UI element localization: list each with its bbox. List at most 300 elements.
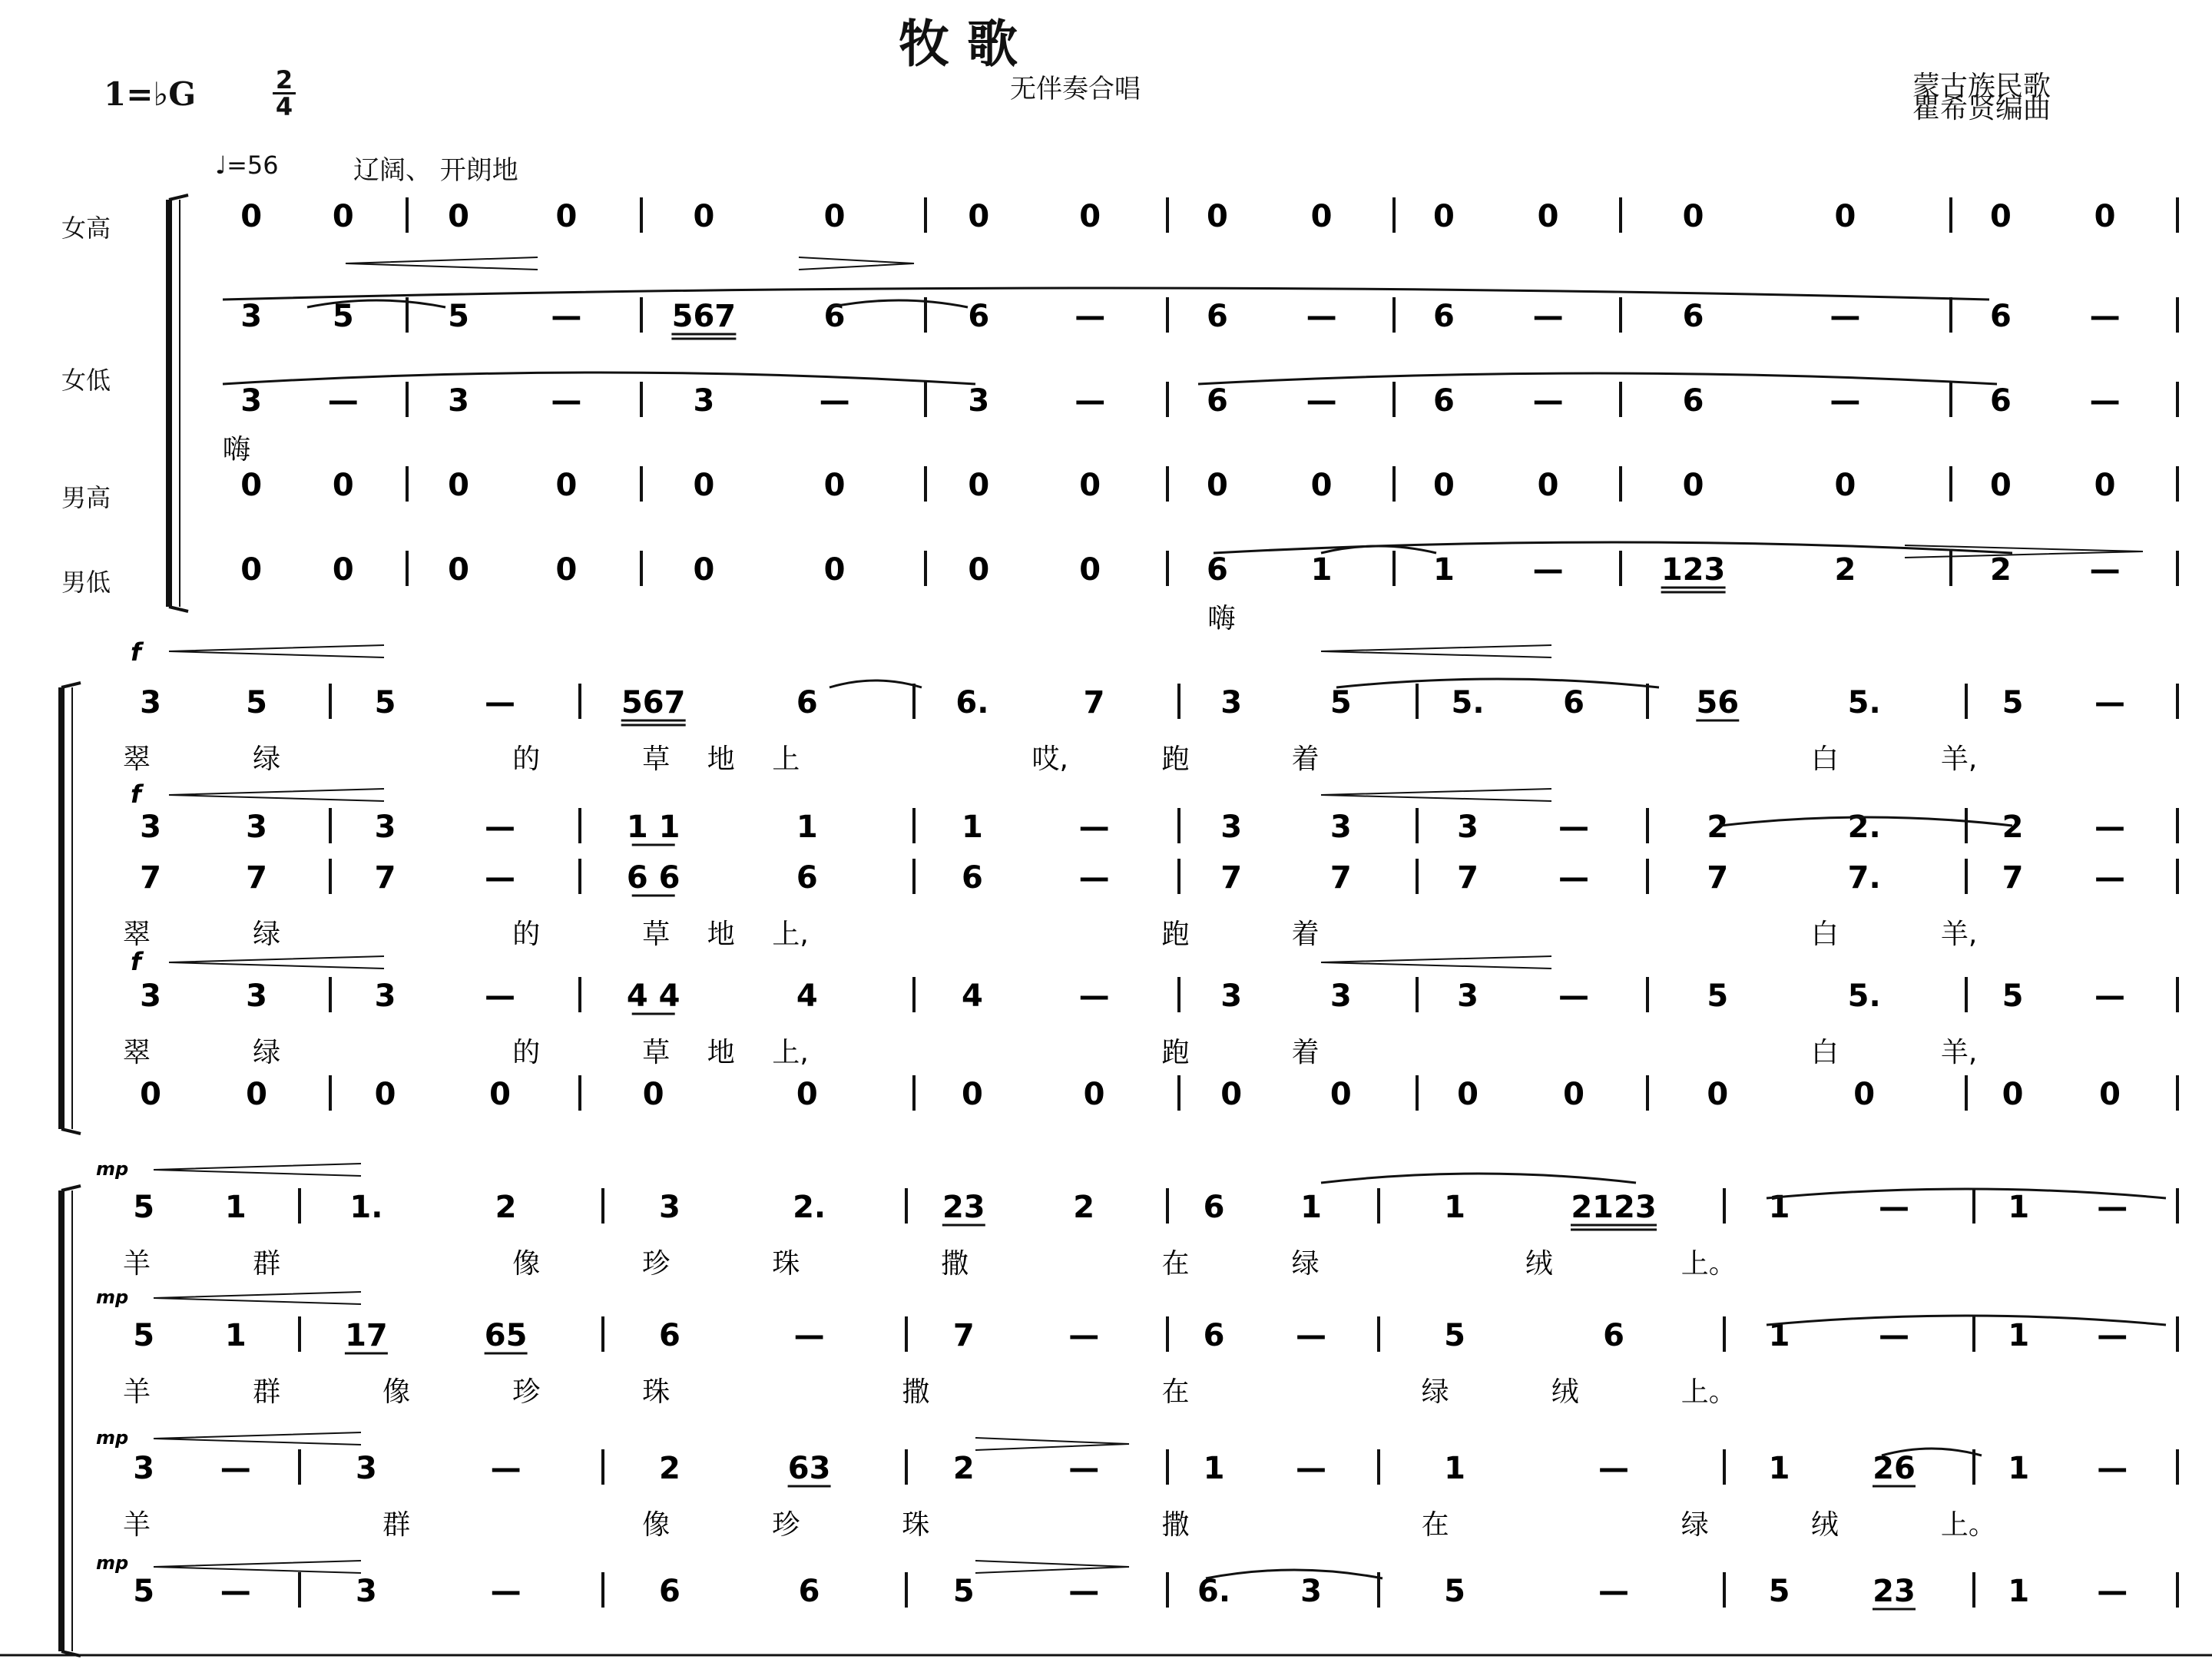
note: 1: [1444, 1451, 1465, 1486]
note: —: [220, 1574, 251, 1609]
lyric-syllable: 上,: [772, 1037, 809, 1068]
note: 4: [796, 979, 818, 1014]
note: 0: [555, 468, 578, 503]
note: 4 4: [626, 979, 680, 1014]
note: 23: [942, 1190, 985, 1225]
note: 7.: [1847, 860, 1881, 896]
lyric-syllable: 哎,: [1031, 743, 1068, 775]
crescendo: [154, 1432, 361, 1445]
note: 6 6: [626, 860, 680, 896]
note: 2: [1073, 1190, 1095, 1225]
note: —: [1296, 1451, 1326, 1486]
note: 567: [671, 299, 737, 334]
note: 0: [642, 1077, 664, 1112]
lyric-syllable: 嗨: [1207, 603, 1236, 634]
key-signature: 1=♭G: [104, 75, 197, 113]
note: 2: [2002, 810, 2024, 845]
lyric-syllable: 绿: [253, 1037, 281, 1068]
note: —: [1306, 299, 1337, 334]
note: —: [2089, 383, 2121, 419]
note: —: [490, 1451, 522, 1486]
note: —: [1078, 810, 1110, 845]
lyric-syllable: 绿: [253, 743, 281, 775]
lyric-syllable: 群: [253, 1248, 281, 1280]
note: 3: [140, 810, 161, 845]
note: 1: [961, 810, 983, 845]
note: —: [1068, 1451, 1100, 1486]
note: 5: [133, 1318, 155, 1353]
note: 56: [1696, 685, 1740, 720]
note: 6: [1432, 299, 1455, 334]
voice-label-soprano: 女高: [61, 214, 111, 243]
tie: [1336, 679, 1659, 687]
note: 5: [1444, 1574, 1465, 1609]
note: 6: [1682, 383, 1704, 419]
lyric-syllable: 羊,: [1940, 1037, 1978, 1068]
bracket-bottom-hook: [61, 1129, 81, 1134]
note: —: [819, 383, 850, 419]
note: 0: [1563, 1077, 1584, 1112]
note: —: [1068, 1318, 1100, 1353]
crescendo: [1321, 956, 1551, 969]
note: —: [1068, 1574, 1100, 1609]
note: 0: [1682, 468, 1704, 503]
note: —: [1558, 979, 1589, 1014]
note: —: [2089, 299, 2121, 334]
dynamic-mark: f: [131, 947, 141, 976]
tie: [830, 300, 968, 307]
lyric-syllable: 上。: [1681, 1248, 1737, 1280]
dynamic-mark: f: [131, 637, 141, 667]
tie: [1321, 1174, 1636, 1183]
note: 0: [1330, 1077, 1352, 1112]
note: —: [490, 1574, 522, 1609]
voice-label-bass: 男低: [61, 568, 111, 597]
tempo-mark: ♩=56: [215, 151, 279, 180]
note: 0: [448, 552, 470, 588]
note: 7: [1707, 860, 1729, 896]
note: 0: [1220, 1077, 1243, 1112]
note: 1: [796, 810, 818, 845]
note: 2: [1989, 552, 2012, 588]
note: 5: [374, 685, 396, 720]
note: —: [2097, 1574, 2128, 1609]
note: —: [1296, 1318, 1326, 1353]
crescendo: [154, 1292, 361, 1304]
note: —: [2094, 810, 2125, 845]
note: 0: [140, 1077, 161, 1112]
note: 5: [133, 1190, 155, 1225]
lyric-syllable: 跑: [1161, 1037, 1190, 1068]
lyric-syllable: 上。: [1681, 1376, 1737, 1408]
lyric-syllable: 像: [642, 1509, 671, 1541]
note: 5: [1707, 979, 1729, 1014]
note: —: [2094, 860, 2125, 896]
note: 0: [246, 1077, 267, 1112]
note: 0: [448, 199, 470, 234]
lyric-syllable: 羊,: [1940, 743, 1978, 775]
note: 0: [240, 468, 263, 503]
lyric-syllable: 珍: [512, 1376, 541, 1408]
note: 0: [2094, 468, 2116, 503]
note: 1: [1300, 1190, 1322, 1225]
note: 3: [355, 1574, 377, 1609]
note: 0: [2094, 199, 2116, 234]
note: 0: [961, 1077, 983, 1112]
tempo-text: 辽阔、 开朗地: [353, 155, 518, 186]
note: —: [1598, 1451, 1629, 1486]
note: 26: [1873, 1451, 1916, 1486]
note: —: [1306, 383, 1337, 419]
note: 0: [1834, 199, 1856, 234]
crescendo: [169, 645, 384, 657]
note: 3: [374, 979, 396, 1014]
note: —: [1532, 383, 1564, 419]
note: 0: [332, 468, 354, 503]
note: 5: [952, 1574, 975, 1609]
note: 0: [693, 199, 715, 234]
lyric-syllable: 着: [1291, 743, 1320, 775]
note: —: [220, 1451, 251, 1486]
note: 0: [1079, 552, 1101, 588]
lyric-syllable: 绿: [1291, 1248, 1320, 1280]
note: 5.: [1847, 685, 1881, 720]
note: —: [485, 685, 515, 720]
note: 1 1: [626, 810, 680, 845]
note: —: [1075, 383, 1106, 419]
note: 0: [240, 552, 263, 588]
note: 0: [1682, 199, 1704, 234]
note: 7: [246, 860, 267, 896]
note: 0: [968, 552, 990, 588]
dynamic-mark: mp: [96, 1552, 129, 1574]
note: 567: [621, 685, 686, 720]
note: 0: [1834, 468, 1856, 503]
source-line-2: 瞿希贤编曲: [1912, 93, 2051, 124]
lyric-syllable: 绿: [253, 919, 281, 950]
note: 1: [1444, 1190, 1465, 1225]
note: —: [2097, 1451, 2128, 1486]
lyric-syllable: 上。: [1940, 1509, 1996, 1541]
note: 0: [823, 468, 846, 503]
lyric-syllable: 绿: [1421, 1376, 1449, 1408]
crescendo: [346, 257, 538, 270]
note: 3: [1220, 685, 1243, 720]
lyric-syllable: 羊,: [1940, 919, 1978, 950]
note: 3: [246, 979, 267, 1014]
lyric-syllable: 珠: [772, 1248, 800, 1280]
note: 0: [968, 468, 990, 503]
note: 4: [961, 979, 983, 1014]
note: 2.: [793, 1190, 826, 1225]
note: —: [1598, 1574, 1629, 1609]
crescendo: [169, 789, 384, 801]
lyric-syllable: 在: [1161, 1376, 1190, 1408]
note: 6: [1206, 383, 1228, 419]
note: 5: [2002, 979, 2024, 1014]
note: 0: [1707, 1077, 1729, 1112]
note: 2: [1834, 552, 1856, 588]
lyric-syllable: 羊: [123, 1376, 151, 1408]
decrescendo: [975, 1561, 1129, 1573]
note: 1.: [349, 1190, 383, 1225]
note: 3: [240, 299, 263, 334]
note: 1: [2008, 1318, 2030, 1353]
note: 3: [133, 1451, 155, 1486]
note: 6: [823, 299, 846, 334]
decrescendo: [975, 1438, 1129, 1450]
lyric-syllable: 嗨: [223, 434, 251, 465]
note: 7: [140, 860, 161, 896]
lyric-syllable: 撒: [1161, 1509, 1190, 1541]
note: 3: [374, 810, 396, 845]
note: 0: [555, 552, 578, 588]
lyric-syllable: 跑: [1161, 919, 1190, 950]
note: 6: [1206, 299, 1228, 334]
note: 3: [968, 383, 990, 419]
lyric-syllable: 像: [512, 1248, 541, 1280]
note: —: [2097, 1318, 2128, 1353]
note: 5.: [1451, 685, 1485, 720]
note: 2123: [1571, 1190, 1657, 1225]
note: 7: [952, 1318, 975, 1353]
lyric-syllable: 撒: [902, 1376, 930, 1408]
note: 1: [1768, 1318, 1790, 1353]
note: 2: [495, 1190, 517, 1225]
source-line-1: 蒙古族民歌: [1912, 71, 2051, 102]
lyric-syllable: 地: [707, 919, 735, 950]
note: —: [1532, 552, 1564, 588]
note: 0: [796, 1077, 818, 1112]
lyric-syllable: 的: [512, 919, 541, 950]
lyric-syllable: 的: [512, 1037, 541, 1068]
note: 2: [1707, 810, 1729, 845]
lyric-syllable: 羊: [123, 1509, 151, 1541]
note: 0: [240, 199, 263, 234]
note: 0: [1432, 199, 1455, 234]
note: 0: [555, 199, 578, 234]
crescendo: [154, 1164, 361, 1176]
note: 0: [693, 468, 715, 503]
lyric-syllable: 着: [1291, 1037, 1320, 1068]
note: 6: [1989, 383, 2012, 419]
note: —: [327, 383, 359, 419]
note: 0: [1853, 1077, 1876, 1112]
lyric-syllable: 羊: [123, 1248, 151, 1280]
lyric-syllable: 白: [1810, 743, 1839, 775]
note: 0: [693, 552, 715, 588]
lyric-syllable: 白: [1810, 919, 1839, 950]
crescendo: [1321, 645, 1551, 657]
lyric-syllable: 草: [642, 919, 671, 950]
lyric-syllable: 绿: [1681, 1509, 1709, 1541]
note: 6.: [1197, 1574, 1231, 1609]
tie: [307, 300, 445, 307]
note: 0: [1079, 199, 1101, 234]
note: 3: [448, 383, 470, 419]
dynamic-mark: mp: [96, 1427, 129, 1449]
note: 1: [1768, 1190, 1790, 1225]
note: 5.: [1847, 979, 1881, 1014]
note: —: [1532, 299, 1564, 334]
note: 3: [355, 1451, 377, 1486]
note: 0: [1206, 468, 1228, 503]
decrescendo: [799, 257, 914, 270]
note: 0: [448, 468, 470, 503]
note: —: [1078, 979, 1110, 1014]
note: 0: [1310, 199, 1333, 234]
note: 0: [968, 199, 990, 234]
note: 6: [1203, 1318, 1225, 1353]
note: 6: [798, 1574, 820, 1609]
lyric-syllable: 绒: [1810, 1509, 1839, 1541]
lyric-syllable: 草: [642, 743, 671, 775]
time-bottom: 4: [275, 92, 293, 121]
lyric-syllable: 群: [382, 1509, 411, 1541]
bracket-top-hook: [169, 195, 188, 200]
note: 3: [1300, 1574, 1322, 1609]
note: 63: [787, 1451, 831, 1486]
note: 3: [140, 979, 161, 1014]
note: —: [485, 810, 515, 845]
phrase-slur: [223, 373, 975, 384]
note: 3: [1457, 979, 1479, 1014]
note: 6: [1682, 299, 1704, 334]
lyric-syllable: 跑: [1161, 743, 1190, 775]
note: 17: [345, 1318, 388, 1353]
note: 0: [1206, 199, 1228, 234]
note: 5: [133, 1574, 155, 1609]
lyric-syllable: 地: [707, 1037, 735, 1068]
dynamic-mark: f: [131, 780, 141, 809]
lyric-syllable: 地: [707, 743, 735, 775]
note: 0: [374, 1077, 396, 1112]
lyric-syllable: 珠: [902, 1509, 930, 1541]
note: —: [485, 979, 515, 1014]
note: 1: [1432, 552, 1455, 588]
crescendo: [1321, 789, 1551, 801]
note: 1: [224, 1318, 247, 1353]
lyric-syllable: 珍: [772, 1509, 800, 1541]
note: 3: [140, 685, 161, 720]
note: 7: [1330, 860, 1352, 896]
note: 2: [952, 1451, 975, 1486]
note: 6: [796, 860, 818, 896]
note: 5: [246, 685, 267, 720]
phrase-slur: [223, 288, 1989, 300]
note: 0: [1083, 1077, 1105, 1112]
note: 2: [658, 1451, 680, 1486]
note: 6: [658, 1574, 680, 1609]
lyric-syllable: 草: [642, 1037, 671, 1068]
tie: [1206, 1570, 1382, 1578]
lyric-syllable: 白: [1810, 1037, 1839, 1068]
voice-label-alto: 女低: [61, 366, 111, 395]
note: —: [1558, 860, 1589, 896]
note: 1: [2008, 1574, 2030, 1609]
note: 2.: [1847, 810, 1881, 845]
lyric-syllable: 绒: [1551, 1376, 1579, 1408]
note: 3: [1330, 810, 1352, 845]
note: 7: [1457, 860, 1479, 896]
phrase-slur: [1198, 373, 1997, 384]
lyric-syllable: 上,: [772, 919, 809, 950]
lyric-syllable: 的: [512, 743, 541, 775]
note: 3: [240, 383, 263, 419]
note: 6: [1989, 299, 2012, 334]
note: —: [1075, 299, 1106, 334]
note: 0: [332, 552, 354, 588]
note: 0: [1537, 468, 1559, 503]
note: 6: [1206, 552, 1228, 588]
note: 5: [448, 299, 470, 334]
note: 23: [1873, 1574, 1916, 1609]
note: 6: [796, 685, 818, 720]
note: 5: [1768, 1574, 1790, 1609]
note: 3: [1330, 979, 1352, 1014]
note: —: [2089, 552, 2121, 588]
note: 1: [1203, 1451, 1225, 1486]
tie: [830, 680, 922, 687]
note: 3: [1220, 979, 1243, 1014]
bracket-bottom-hook: [169, 607, 188, 611]
note: 1: [224, 1190, 247, 1225]
crescendo: [154, 1561, 361, 1573]
note: 0: [1457, 1077, 1479, 1112]
lyric-syllable: 绒: [1525, 1248, 1553, 1280]
note: 5: [2002, 685, 2024, 720]
note: 3: [1457, 810, 1479, 845]
lyric-syllable: 在: [1161, 1248, 1190, 1280]
note: 5: [1444, 1318, 1465, 1353]
lyric-syllable: 上: [772, 743, 800, 775]
subtitle: 无伴奏合唱: [1010, 74, 1141, 104]
note: 6: [968, 299, 990, 334]
note: 123: [1661, 552, 1726, 588]
lyric-syllable: 珍: [642, 1248, 671, 1280]
crescendo: [169, 956, 384, 969]
lyric-syllable: 群: [253, 1376, 281, 1408]
note: 0: [489, 1077, 511, 1112]
note: 6: [961, 860, 983, 896]
note: 5: [1330, 685, 1352, 720]
note: —: [1558, 810, 1589, 845]
note: 6: [1603, 1318, 1624, 1353]
note: 0: [1079, 468, 1101, 503]
note: 3: [658, 1190, 680, 1225]
note: —: [793, 1318, 825, 1353]
note: 6: [658, 1318, 680, 1353]
note: —: [1879, 1318, 1909, 1353]
note: 5: [332, 299, 354, 334]
note: —: [2097, 1190, 2128, 1225]
note: 0: [823, 552, 846, 588]
note: 1: [2008, 1451, 2030, 1486]
note: 3: [693, 383, 715, 419]
bracket-top-hook: [61, 683, 81, 687]
lyric-syllable: 着: [1291, 919, 1320, 950]
note: 7: [1220, 860, 1243, 896]
note: 3: [246, 810, 267, 845]
lyric-syllable: 珠: [642, 1376, 671, 1408]
time-top: 2: [275, 65, 293, 94]
note: 7: [374, 860, 396, 896]
note: —: [2094, 685, 2125, 720]
note: 7: [1083, 685, 1105, 720]
note: —: [551, 383, 582, 419]
note: 0: [2099, 1077, 2121, 1112]
page-title: 牧 歌: [899, 14, 1018, 74]
